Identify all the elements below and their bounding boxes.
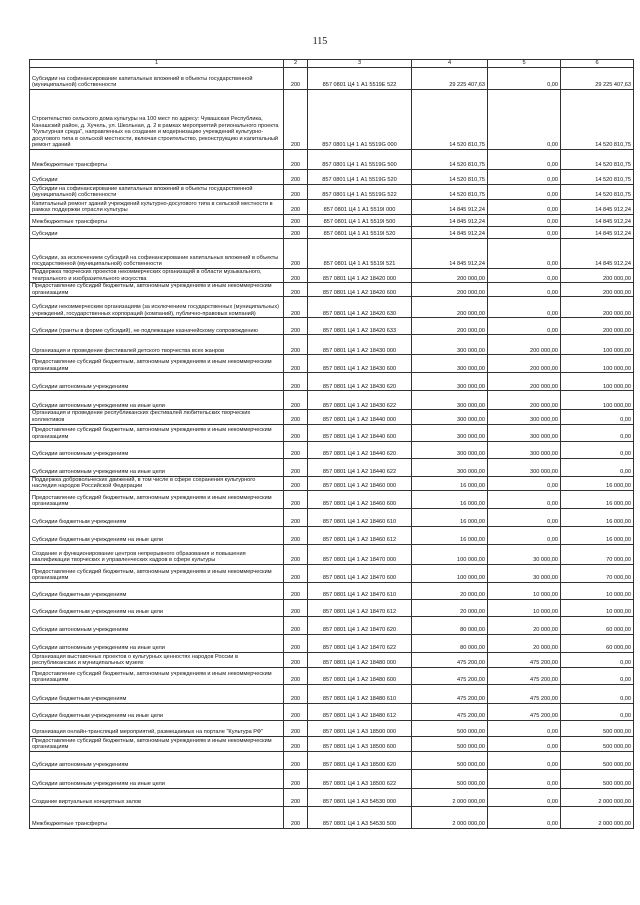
row-amount-federal-cell: 0,00: [488, 769, 561, 788]
table-row: [30, 490, 634, 508]
row-amount-federal-cell: 475 200,00: [488, 703, 561, 720]
row-amount-republic-cell: 200 000,00: [561, 318, 634, 335]
row-group-cell: 200: [284, 150, 308, 170]
row-amount-total-cell: 300 000,00: [412, 391, 488, 410]
row-group-cell: 200: [284, 424, 308, 441]
row-amount-republic-cell: 70 000,00: [561, 564, 634, 582]
row-amount-total-cell: 14 845 912,24: [412, 239, 488, 269]
row-amount-federal-cell: 0,00: [488, 150, 561, 170]
row-code-cell: 857 0801 Ц4 1 А1 5519I 500: [308, 215, 412, 227]
row-name-cell: Создание и функционирование центров непрерывного образования и повышения квалификации творческих и управленческих кадров в сфере культуры: [30, 544, 284, 564]
row-amount-federal-cell: 10 000,00: [488, 582, 561, 599]
row-amount-federal-cell: 200 000,00: [488, 335, 561, 355]
row-amount-federal-cell: 0,00: [488, 806, 561, 828]
table-row: [30, 788, 634, 806]
row-amount-federal-cell: 0,00: [488, 170, 561, 185]
row-amount-federal-cell: 300 000,00: [488, 441, 561, 458]
row-amount-federal-cell: 475 200,00: [488, 684, 561, 703]
row-amount-total-cell: 475 200,00: [412, 703, 488, 720]
row-amount-total-cell: 16 000,00: [412, 476, 488, 490]
row-amount-total-cell: 200 000,00: [412, 297, 488, 318]
table-row: [30, 68, 634, 90]
row-name-cell: Субсидии автономным учреждениям: [30, 373, 284, 391]
table-row: [30, 150, 634, 170]
table-row: [30, 736, 634, 751]
row-amount-republic-cell: 0,00: [561, 703, 634, 720]
row-amount-total-cell: 100 000,00: [412, 544, 488, 564]
row-amount-republic-cell: 500 000,00: [561, 720, 634, 736]
table-row: [30, 564, 634, 582]
row-amount-federal-cell: 475 200,00: [488, 667, 561, 684]
row-code-cell: 857 0801 Ц4 1 А2 18440 622: [308, 458, 412, 476]
row-group-cell: 200: [284, 239, 308, 269]
row-group-cell: 200: [284, 200, 308, 215]
row-name-cell: Организация выставочных проектов о культурных ценностях народов России в республиканских и муниципальных музеях: [30, 652, 284, 667]
row-code-cell: 857 0801 Ц4 1 А2 18460 600: [308, 490, 412, 508]
row-amount-federal-cell: 0,00: [488, 283, 561, 297]
row-group-cell: 200: [284, 355, 308, 373]
budget-table: [29, 59, 634, 829]
row-amount-total-cell: 100 000,00: [412, 564, 488, 582]
table-row: [30, 239, 634, 269]
row-code-cell: 857 0801 Ц4 1 А2 18480 600: [308, 667, 412, 684]
row-group-cell: 200: [284, 599, 308, 616]
table-row: [30, 634, 634, 652]
row-name-cell: Субсидии на софинансирование капитальных вложений в объекты государственной (муниципальной) собственности: [30, 185, 284, 200]
row-name-cell: Создание виртуальных концертных залов: [30, 788, 284, 806]
row-name-cell: Субсидии автономным учреждениям на иные цели: [30, 391, 284, 410]
row-amount-federal-cell: 10 000,00: [488, 599, 561, 616]
row-code-cell: 857 0801 Ц4 1 А2 18420 000: [308, 269, 412, 283]
row-amount-republic-cell: 14 520 810,75: [561, 150, 634, 170]
table-row: [30, 373, 634, 391]
row-group-cell: 200: [284, 703, 308, 720]
row-code-cell: 857 0801 Ц4 1 А2 18420 600: [308, 283, 412, 297]
row-code-cell: 857 0801 Ц4 1 А2 18480 612: [308, 703, 412, 720]
row-amount-republic-cell: 10 000,00: [561, 599, 634, 616]
row-name-cell: Субсидии автономным учреждениям на иные цели: [30, 634, 284, 652]
row-amount-total-cell: 475 200,00: [412, 652, 488, 667]
page-number: 115: [312, 36, 328, 47]
row-name-cell: Субсидии на софинансирование капитальных вложений в объекты государственной (муниципальной) собственности: [30, 68, 284, 90]
row-amount-republic-cell: 16 000,00: [561, 490, 634, 508]
row-code-cell: 857 0801 Ц4 1 А2 18430 000: [308, 335, 412, 355]
row-group-cell: 200: [284, 564, 308, 582]
row-group-cell: 200: [284, 751, 308, 769]
row-amount-total-cell: 300 000,00: [412, 373, 488, 391]
table-row: [30, 410, 634, 424]
row-group-cell: 200: [284, 736, 308, 751]
row-group-cell: 200: [284, 227, 308, 239]
table-row: [30, 269, 634, 283]
table-row: [30, 667, 634, 684]
row-amount-total-cell: 200 000,00: [412, 269, 488, 283]
row-code-cell: 857 0801 Ц4 1 А2 18430 622: [308, 391, 412, 410]
row-name-cell: Субсидии бюджетным учреждениям: [30, 582, 284, 599]
table-body: [30, 68, 634, 829]
row-amount-federal-cell: 0,00: [488, 200, 561, 215]
table-row: [30, 582, 634, 599]
row-amount-republic-cell: 16 000,00: [561, 526, 634, 544]
row-code-cell: 857 0801 Ц4 1 А2 18470 612: [308, 599, 412, 616]
row-code-cell: 857 0801 Ц4 1 А3 18500 600: [308, 736, 412, 751]
row-amount-federal-cell: 30 000,00: [488, 564, 561, 582]
row-amount-federal-cell: 300 000,00: [488, 424, 561, 441]
row-code-cell: 857 0801 Ц4 1 А3 18500 622: [308, 769, 412, 788]
row-name-cell: Строительство сельского дома культуры на 100 мест по адресу: Чувашская Республика, Канашский район, д. Хучель, ул. Школьная, д. 2 в рамках мероприятий регионального проекта "Культурная среда", направленных на создание и модернизацию учреждений культурно-досугового типа в сельской местности, включая строительство, реконструкцию и капитальный ремонт зданий: [30, 90, 284, 150]
row-name-cell: Субсидии автономным учреждениям: [30, 616, 284, 634]
table-row: [30, 200, 634, 215]
column-header: 4: [412, 60, 488, 68]
row-group-cell: 200: [284, 526, 308, 544]
table-row: [30, 185, 634, 200]
row-amount-total-cell: 14 845 912,24: [412, 227, 488, 239]
row-amount-republic-cell: 500 000,00: [561, 736, 634, 751]
row-code-cell: 857 0801 Ц4 1 А2 18470 622: [308, 634, 412, 652]
row-amount-federal-cell: 0,00: [488, 318, 561, 335]
row-amount-republic-cell: 0,00: [561, 410, 634, 424]
table-row: [30, 355, 634, 373]
row-code-cell: 857 0801 Ц4 1 А2 18420 630: [308, 297, 412, 318]
row-amount-total-cell: 20 000,00: [412, 582, 488, 599]
table-row: [30, 544, 634, 564]
row-name-cell: Субсидии бюджетным учреждениям: [30, 508, 284, 526]
column-header: 5: [488, 60, 561, 68]
row-amount-federal-cell: 475 200,00: [488, 652, 561, 667]
table-row: [30, 769, 634, 788]
row-code-cell: 857 0801 Ц4 1 А2 18440 000: [308, 410, 412, 424]
row-amount-total-cell: 80 000,00: [412, 616, 488, 634]
row-amount-republic-cell: 14 520 810,75: [561, 170, 634, 185]
table-row: [30, 458, 634, 476]
row-code-cell: 857 0801 Ц4 1 А2 18430 620: [308, 373, 412, 391]
table-row: [30, 599, 634, 616]
header-row: [30, 60, 634, 68]
row-code-cell: 857 0801 Ц4 1 А2 18440 600: [308, 424, 412, 441]
row-amount-total-cell: 200 000,00: [412, 318, 488, 335]
row-amount-republic-cell: 14 845 912,24: [561, 227, 634, 239]
row-group-cell: 200: [284, 458, 308, 476]
row-name-cell: Организация и проведение республиканских фестивалей любительских творческих коллективов: [30, 410, 284, 424]
row-name-cell: Поддержка добровольческих движений, в том числе в сфере сохранения культурного наследия народов Российской Федерации: [30, 476, 284, 490]
row-code-cell: 857 0801 Ц4 1 А2 18480 000: [308, 652, 412, 667]
row-amount-total-cell: 300 000,00: [412, 335, 488, 355]
row-amount-republic-cell: 60 000,00: [561, 616, 634, 634]
row-code-cell: 857 0801 Ц4 1 А1 5519I 000: [308, 200, 412, 215]
row-code-cell: 857 0801 Ц4 1 А2 18470 600: [308, 564, 412, 582]
row-amount-federal-cell: 20 000,00: [488, 634, 561, 652]
row-amount-federal-cell: 0,00: [488, 490, 561, 508]
row-group-cell: 200: [284, 318, 308, 335]
row-name-cell: Межбюджетные трансферты: [30, 150, 284, 170]
row-group-cell: 200: [284, 90, 308, 150]
row-name-cell: Предоставление субсидий бюджетным, автономным учреждениям и иным некоммерческим организациям: [30, 564, 284, 582]
row-amount-republic-cell: 29 225 407,63: [561, 68, 634, 90]
row-name-cell: Предоставление субсидий бюджетным, автономным учреждениям и иным некоммерческим организациям: [30, 667, 284, 684]
row-group-cell: 200: [284, 297, 308, 318]
row-name-cell: Предоставление субсидий бюджетным, автономным учреждениям и иным некоммерческим организациям: [30, 490, 284, 508]
row-amount-total-cell: 16 000,00: [412, 490, 488, 508]
table-row: [30, 90, 634, 150]
row-amount-federal-cell: 0,00: [488, 788, 561, 806]
row-amount-republic-cell: 14 845 912,24: [561, 239, 634, 269]
row-group-cell: 200: [284, 373, 308, 391]
row-name-cell: Субсидии: [30, 170, 284, 185]
row-name-cell: Организация онлайн-трансляций мероприятий, размещаемых на портале "Культура РФ": [30, 720, 284, 736]
row-amount-republic-cell: 500 000,00: [561, 751, 634, 769]
row-amount-republic-cell: 14 845 912,24: [561, 200, 634, 215]
table-row: [30, 391, 634, 410]
row-amount-total-cell: 2 000 000,00: [412, 788, 488, 806]
row-name-cell: Субсидии: [30, 227, 284, 239]
row-amount-republic-cell: 100 000,00: [561, 391, 634, 410]
row-group-cell: 200: [284, 269, 308, 283]
row-amount-republic-cell: 14 520 810,75: [561, 90, 634, 150]
row-code-cell: 857 0801 Ц4 1 А1 5519G 500: [308, 150, 412, 170]
row-name-cell: Поддержка творческих проектов некоммерческих организаций в области музыкального, театрального и изобразительного искусства: [30, 269, 284, 283]
row-group-cell: 200: [284, 391, 308, 410]
row-amount-total-cell: 14 520 810,75: [412, 90, 488, 150]
row-group-cell: 200: [284, 806, 308, 828]
row-amount-total-cell: 14 520 810,75: [412, 150, 488, 170]
table-row: [30, 441, 634, 458]
table-row: [30, 318, 634, 335]
table-row: [30, 806, 634, 828]
row-name-cell: Субсидии бюджетным учреждениям на иные цели: [30, 703, 284, 720]
row-name-cell: Субсидии автономным учреждениям на иные цели: [30, 769, 284, 788]
row-code-cell: 857 0801 Ц4 1 А1 5519Е 522: [308, 68, 412, 90]
table-row: [30, 703, 634, 720]
table-row: [30, 684, 634, 703]
table-row: [30, 616, 634, 634]
row-group-cell: 200: [284, 684, 308, 703]
row-code-cell: 857 0801 Ц4 1 А2 18470 620: [308, 616, 412, 634]
row-amount-total-cell: 300 000,00: [412, 441, 488, 458]
row-group-cell: 200: [284, 769, 308, 788]
row-name-cell: Субсидии бюджетным учреждениям на иные цели: [30, 526, 284, 544]
row-amount-total-cell: 300 000,00: [412, 458, 488, 476]
column-header: 1: [30, 60, 284, 68]
table-row: [30, 424, 634, 441]
row-group-cell: 200: [284, 616, 308, 634]
row-code-cell: 857 0801 Ц4 1 А2 18420 633: [308, 318, 412, 335]
row-amount-federal-cell: 200 000,00: [488, 355, 561, 373]
row-amount-total-cell: 16 000,00: [412, 508, 488, 526]
row-amount-total-cell: 16 000,00: [412, 526, 488, 544]
row-group-cell: 200: [284, 544, 308, 564]
table-row: [30, 526, 634, 544]
row-amount-republic-cell: 14 520 810,75: [561, 185, 634, 200]
row-code-cell: 857 0801 Ц4 1 А2 18470 000: [308, 544, 412, 564]
column-header: 6: [561, 60, 634, 68]
row-name-cell: Предоставление субсидий бюджетным, автономным учреждениям и иным некоммерческим организациям: [30, 283, 284, 297]
row-amount-federal-cell: 0,00: [488, 185, 561, 200]
row-amount-federal-cell: 0,00: [488, 526, 561, 544]
row-group-cell: 200: [284, 788, 308, 806]
table-row: [30, 283, 634, 297]
row-amount-republic-cell: 100 000,00: [561, 335, 634, 355]
row-amount-republic-cell: 2 000 000,00: [561, 788, 634, 806]
row-name-cell: Предоставление субсидий бюджетным, автономным учреждениям и иным некоммерческим организациям: [30, 355, 284, 373]
row-code-cell: 857 0801 Ц4 1 А2 18460 612: [308, 526, 412, 544]
row-name-cell: Субсидии, за исключением субсидий на софинансирование капитальных вложений в объекты государственной (муниципальной) собственности: [30, 239, 284, 269]
table-row: [30, 227, 634, 239]
row-amount-total-cell: 14 845 912,24: [412, 215, 488, 227]
row-group-cell: 200: [284, 68, 308, 90]
row-group-cell: 200: [284, 335, 308, 355]
row-code-cell: 857 0801 Ц4 1 А2 18440 620: [308, 441, 412, 458]
row-group-cell: 200: [284, 170, 308, 185]
row-amount-total-cell: 500 000,00: [412, 736, 488, 751]
table-row: [30, 508, 634, 526]
row-amount-total-cell: 500 000,00: [412, 769, 488, 788]
row-group-cell: 200: [284, 185, 308, 200]
row-code-cell: 857 0801 Ц4 1 А2 18480 610: [308, 684, 412, 703]
row-amount-republic-cell: 2 000 000,00: [561, 806, 634, 828]
row-code-cell: 857 0801 Ц4 1 А2 18460 610: [308, 508, 412, 526]
row-name-cell: Организация и проведение фестивалей детского творчества всех жанров: [30, 335, 284, 355]
row-name-cell: Межбюджетные трансферты: [30, 806, 284, 828]
row-amount-federal-cell: 30 000,00: [488, 544, 561, 564]
row-group-cell: 200: [284, 634, 308, 652]
row-amount-federal-cell: 0,00: [488, 751, 561, 769]
row-code-cell: 857 0801 Ц4 1 А3 18500 620: [308, 751, 412, 769]
row-amount-republic-cell: 200 000,00: [561, 269, 634, 283]
row-amount-federal-cell: 300 000,00: [488, 410, 561, 424]
column-header: 2: [284, 60, 308, 68]
table-row: [30, 720, 634, 736]
row-amount-federal-cell: 0,00: [488, 736, 561, 751]
row-amount-total-cell: 29 225 407,63: [412, 68, 488, 90]
row-name-cell: Субсидии автономным учреждениям: [30, 441, 284, 458]
row-amount-total-cell: 500 000,00: [412, 751, 488, 769]
row-name-cell: Субсидии бюджетным учреждениям на иные цели: [30, 599, 284, 616]
row-amount-republic-cell: 0,00: [561, 684, 634, 703]
row-amount-total-cell: 20 000,00: [412, 599, 488, 616]
row-code-cell: 857 0801 Ц4 1 А1 5519G 522: [308, 185, 412, 200]
row-amount-federal-cell: 0,00: [488, 90, 561, 150]
table-row: [30, 215, 634, 227]
row-code-cell: 857 0801 Ц4 1 А1 5519G 000: [308, 90, 412, 150]
row-code-cell: 857 0801 Ц4 1 А2 18430 600: [308, 355, 412, 373]
row-amount-republic-cell: 0,00: [561, 667, 634, 684]
row-amount-total-cell: 14 845 912,24: [412, 200, 488, 215]
row-amount-federal-cell: 200 000,00: [488, 391, 561, 410]
row-name-cell: Субсидии (гранты в форме субсидий), не подлежащие казначейскому сопровождению: [30, 318, 284, 335]
row-group-cell: 200: [284, 720, 308, 736]
row-code-cell: 857 0801 Ц4 1 А1 5519I 521: [308, 239, 412, 269]
row-name-cell: Предоставление субсидий бюджетным, автономным учреждениям и иным некоммерческим организациям: [30, 424, 284, 441]
row-group-cell: 200: [284, 215, 308, 227]
row-amount-total-cell: 200 000,00: [412, 283, 488, 297]
row-amount-republic-cell: 0,00: [561, 424, 634, 441]
row-amount-federal-cell: 0,00: [488, 215, 561, 227]
row-code-cell: 857 0801 Ц4 1 А2 18460 000: [308, 476, 412, 490]
row-amount-total-cell: 80 000,00: [412, 634, 488, 652]
row-amount-federal-cell: 0,00: [488, 720, 561, 736]
row-amount-federal-cell: 0,00: [488, 297, 561, 318]
row-code-cell: 857 0801 Ц4 1 А1 5519G 520: [308, 170, 412, 185]
row-amount-republic-cell: 10 000,00: [561, 582, 634, 599]
row-amount-republic-cell: 0,00: [561, 441, 634, 458]
row-group-cell: 200: [284, 410, 308, 424]
row-group-cell: 200: [284, 652, 308, 667]
row-group-cell: 200: [284, 283, 308, 297]
row-amount-republic-cell: 100 000,00: [561, 355, 634, 373]
row-amount-total-cell: 300 000,00: [412, 355, 488, 373]
row-amount-total-cell: 2 000 000,00: [412, 806, 488, 828]
row-code-cell: 857 0801 Ц4 1 А1 5519I 520: [308, 227, 412, 239]
row-amount-total-cell: 300 000,00: [412, 410, 488, 424]
row-amount-republic-cell: 16 000,00: [561, 476, 634, 490]
row-name-cell: Межбюджетные трансферты: [30, 215, 284, 227]
row-amount-federal-cell: 0,00: [488, 239, 561, 269]
row-amount-total-cell: 14 520 810,75: [412, 185, 488, 200]
row-code-cell: 857 0801 Ц4 1 А3 18500 000: [308, 720, 412, 736]
row-amount-federal-cell: 300 000,00: [488, 458, 561, 476]
table-row: [30, 170, 634, 185]
row-group-cell: 200: [284, 508, 308, 526]
row-name-cell: Предоставление субсидий бюджетным, автономным учреждениям и иным некоммерческим организациям: [30, 736, 284, 751]
table-row: [30, 297, 634, 318]
row-code-cell: 857 0801 Ц4 1 А3 54530 500: [308, 806, 412, 828]
row-group-cell: 200: [284, 667, 308, 684]
row-amount-republic-cell: 0,00: [561, 458, 634, 476]
row-amount-federal-cell: 0,00: [488, 68, 561, 90]
table-row: [30, 751, 634, 769]
row-name-cell: Капитальный ремонт зданий учреждений культурно-досугового типа в сельской местности в рамках поддержки отрасли культуры: [30, 200, 284, 215]
row-amount-total-cell: 475 200,00: [412, 667, 488, 684]
table-row: [30, 652, 634, 667]
row-group-cell: 200: [284, 582, 308, 599]
row-group-cell: 200: [284, 441, 308, 458]
row-amount-republic-cell: 100 000,00: [561, 373, 634, 391]
row-amount-republic-cell: 200 000,00: [561, 283, 634, 297]
row-amount-total-cell: 300 000,00: [412, 424, 488, 441]
column-header: 3: [308, 60, 412, 68]
row-amount-federal-cell: 0,00: [488, 508, 561, 526]
row-amount-federal-cell: 200 000,00: [488, 373, 561, 391]
row-name-cell: Субсидии бюджетным учреждениям: [30, 684, 284, 703]
row-amount-republic-cell: 60 000,00: [561, 634, 634, 652]
row-name-cell: Субсидии автономным учреждениям на иные цели: [30, 458, 284, 476]
row-name-cell: Субсидии автономным учреждениям: [30, 751, 284, 769]
row-amount-republic-cell: 70 000,00: [561, 544, 634, 564]
row-amount-republic-cell: 0,00: [561, 652, 634, 667]
table-row: [30, 335, 634, 355]
row-amount-total-cell: 475 200,00: [412, 684, 488, 703]
row-amount-federal-cell: 0,00: [488, 476, 561, 490]
row-amount-republic-cell: 16 000,00: [561, 508, 634, 526]
row-amount-republic-cell: 14 845 912,24: [561, 215, 634, 227]
row-amount-republic-cell: 500 000,00: [561, 769, 634, 788]
row-amount-total-cell: 500 000,00: [412, 720, 488, 736]
row-code-cell: 857 0801 Ц4 1 А2 18470 610: [308, 582, 412, 599]
row-amount-federal-cell: 20 000,00: [488, 616, 561, 634]
row-group-cell: 200: [284, 490, 308, 508]
row-name-cell: Субсидии некоммерческим организациям (за исключением государственных (муниципальных) учреждений, государственных корпораций (компаний), публично-правовых компаний): [30, 297, 284, 318]
row-amount-federal-cell: 0,00: [488, 269, 561, 283]
row-group-cell: 200: [284, 476, 308, 490]
row-amount-total-cell: 14 520 810,75: [412, 170, 488, 185]
table-row: [30, 476, 634, 490]
row-amount-republic-cell: 200 000,00: [561, 297, 634, 318]
row-amount-federal-cell: 0,00: [488, 227, 561, 239]
row-code-cell: 857 0801 Ц4 1 А3 54530 000: [308, 788, 412, 806]
